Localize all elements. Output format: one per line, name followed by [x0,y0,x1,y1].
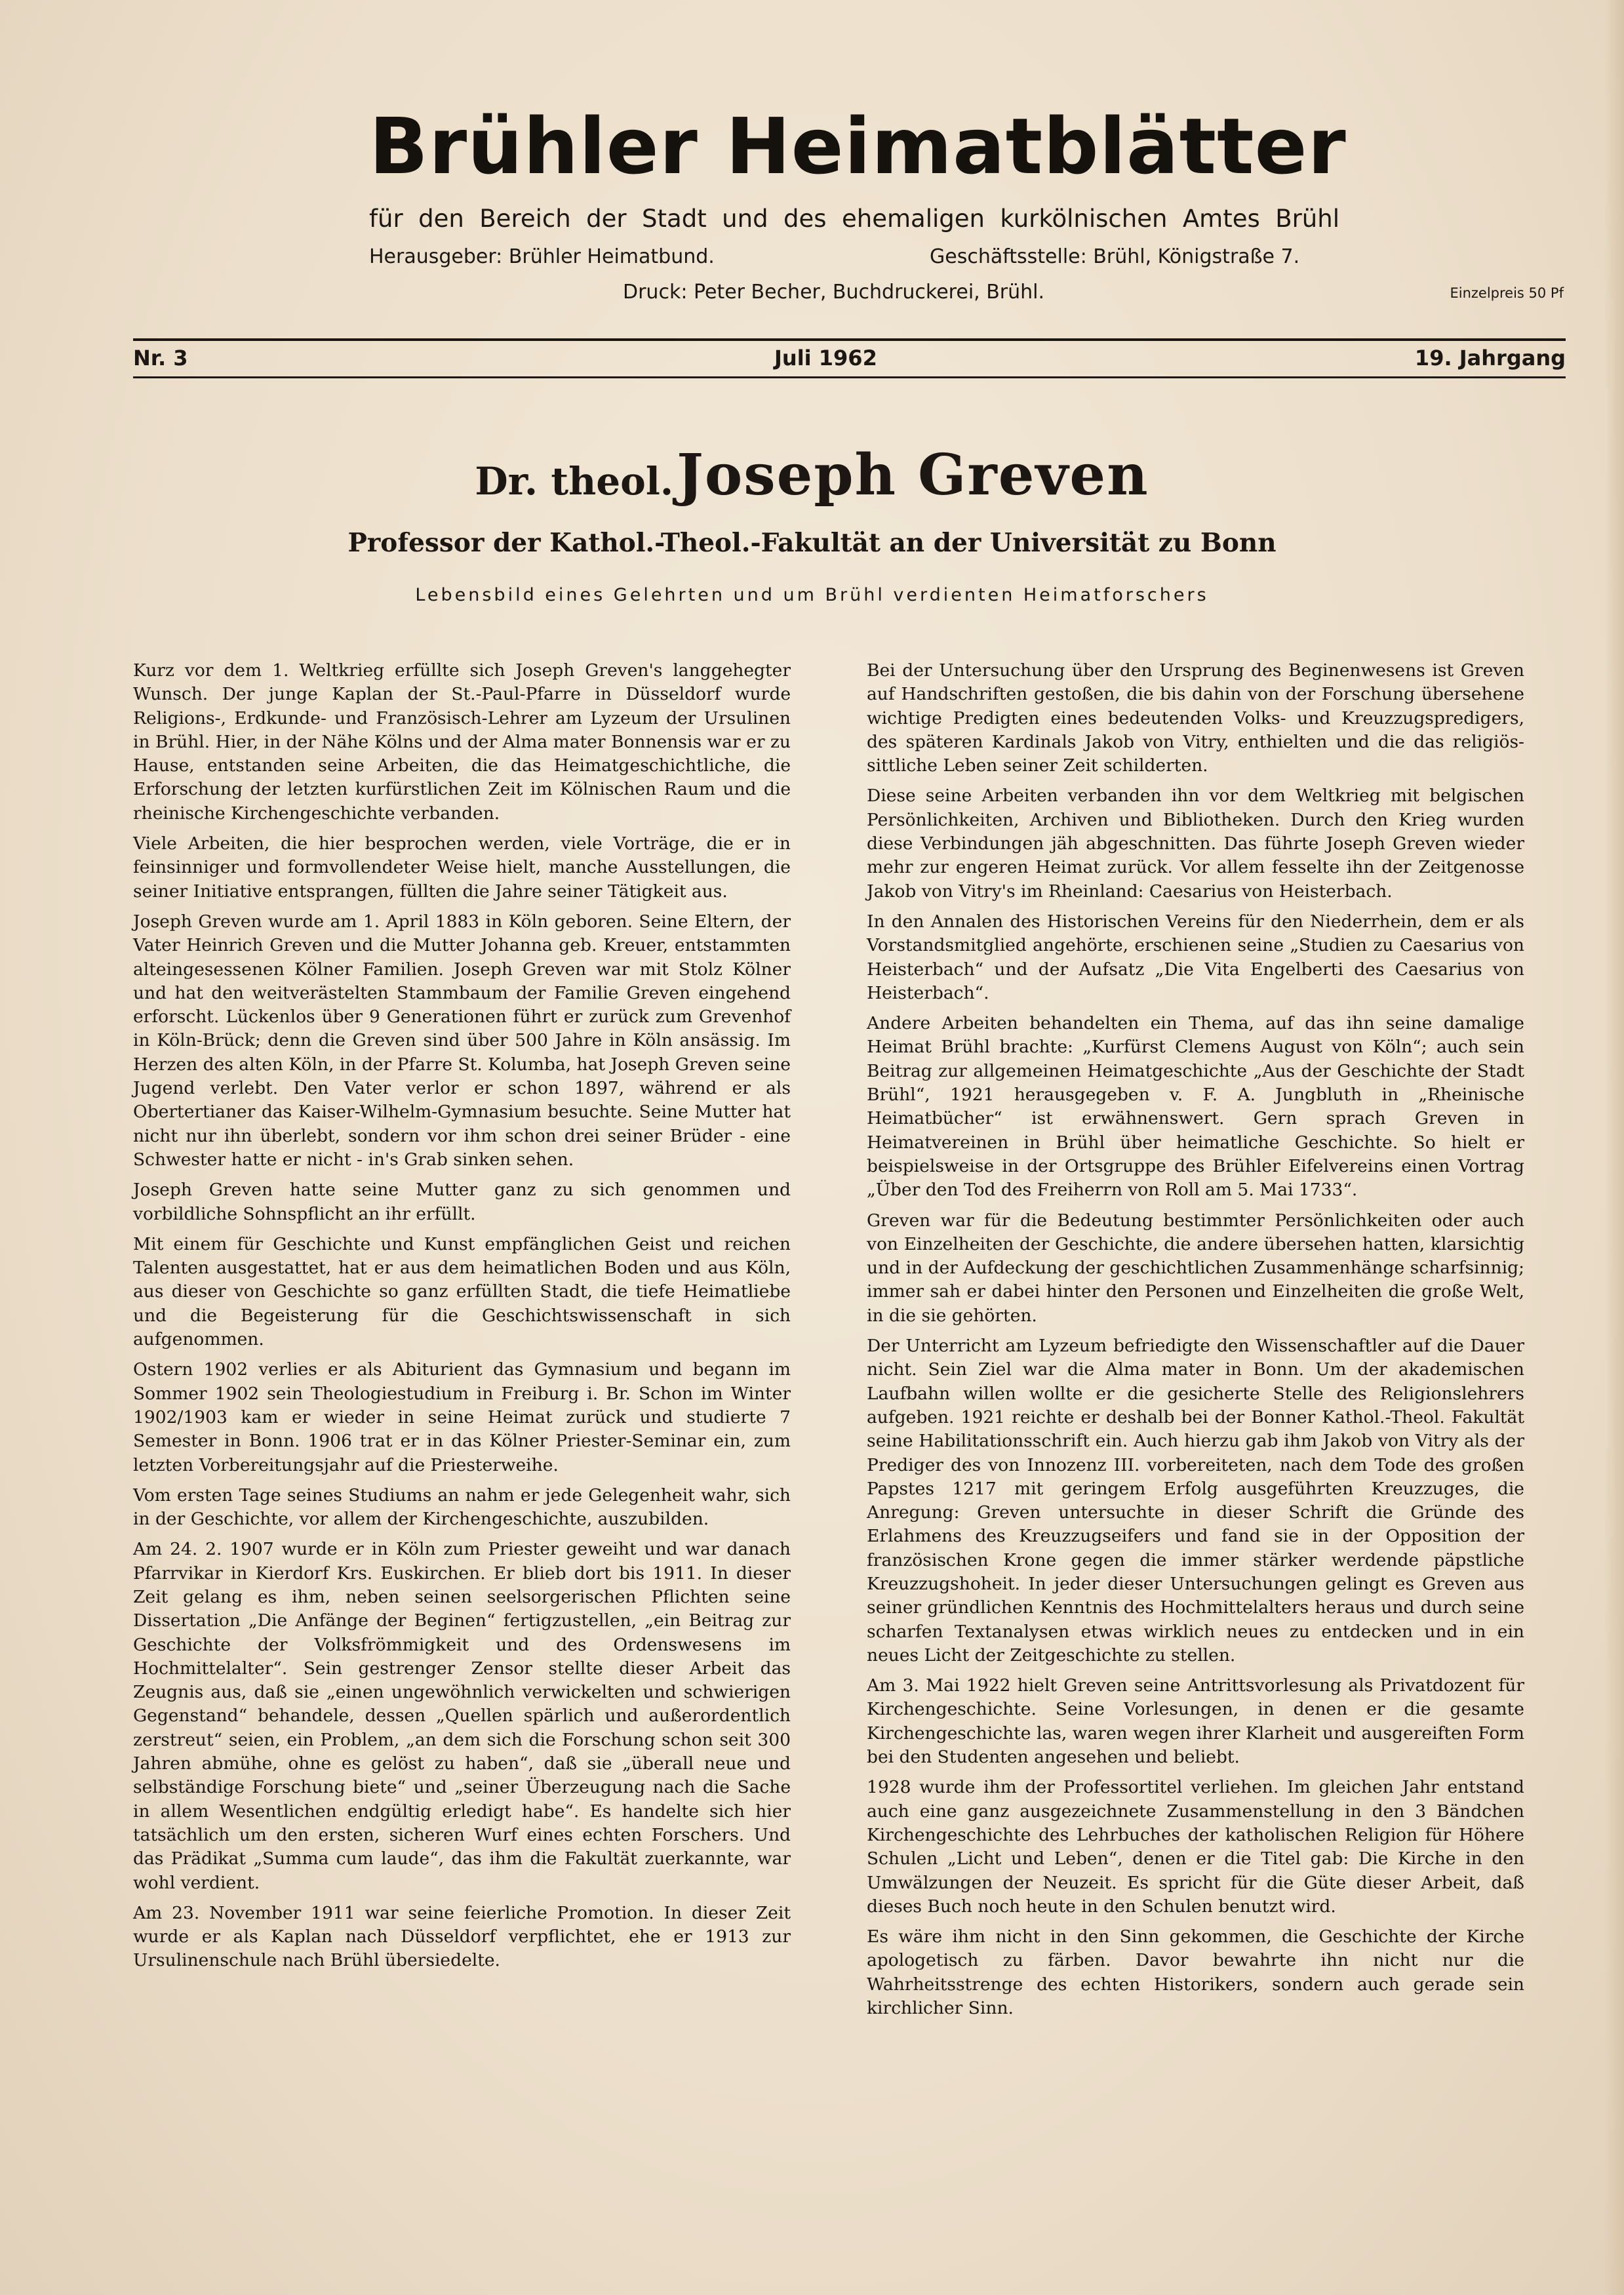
paragraph: Diese seine Arbeiten verbanden ihn vor dem Weltkrieg mit belgischen Persönlichkeiten, Archiven und Bibliotheken. Durch den Krieg wurden diese Verbindungen jäh abgeschnitten. Das führte Joseph Greven wieder mehr zur engeren Heimat zurück. Vor allem fesselte ihn der Zeitgenosse Jakob von Vitry's im Rheinland: Caesarius von Heisterbach. [867,786,1524,902]
office-line: Geschäftsstelle: Brühl, Königstraße 7. [930,245,1300,268]
paragraph: Ostern 1902 verlies er als Abiturient das Gymnasium und begann im Sommer 1902 sein Theologiestudium in Freiburg i. Br. Schon im Winter 1902/1903 kam er wieder in seine Heimat zurück und studierte 7 Semester in Bonn. 1906 trat er in das Kölner Priester-Seminar ein, zum letzten Vorbereitungsjahr auf die Priesterweihe. [133,1359,791,1475]
article-headline [0,439,1624,527]
paragraph: 1928 wurde ihm der Professortitel verliehen. Im gleichen Jahr entstand auch eine ganz ausgezeichnete Zusammenstellung in den 3 Bändchen Kirchengeschichte des Lehrbuches der katholischen Religion für Höhere Schulen „Licht und Leben“, denen er die Titel gab: Die Kirche in den Umwälzungen der Neuzeit. Es spricht für die Güte dieser Arbeit, daß dieses Buch noch heute in den Schulen benutzt wird. [867,1777,1524,1917]
masthead-title: Brühler Heimatblätter [369,101,1347,191]
article-subtitle: Professor der Kathol.-Theol.-Fakultät an der Universität zu Bonn [347,528,1277,558]
paragraph: Am 3. Mai 1922 hielt Greven seine Antrittsvorlesung als Privatdozent für Kirchengeschichte. Seine Vorlesungen, in denen er die gesamte Kirchengeschichte las, waren wegen ihrer Klarheit und ausgereiften Form bei den Studenten angesehen und beliebt. [867,1675,1524,1768]
top-rule [133,338,1566,341]
paragraph: Am 23. November 1911 war seine feierliche Promotion. In dieser Zeit wurde er als Kaplan nach Düsseldorf verpflichtet, ehe er 1913 zur Ursulinenschule nach Brühl übersiedelte. [133,1902,791,1971]
paragraph: Joseph Greven wurde am 1. April 1883 in Köln geboren. Seine Eltern, der Vater Heinrich Greven und die Mutter Johanna geb. Kreuer, entstammten alteingesessenen Kölner Familien. Joseph Greven war mit Stolz Kölner und hat den weitverästelten Stammbaum der Familie Greven eingehend erforscht. Lückenlos über 9 Generationen führt er zurück zum Grevenhof in Köln-Brück; denn die Greven sind über 500 Jahre in Köln ansässig. Im Herzen des alten Köln, in der Pfarre St. Kolumba, hat Joseph Greven seine Jugend verlebt. Den Vater verlor er schon 1897, während er als Obertertianer das Kaiser-Wilhelm-Gymnasium besuchte. Seine Mutter hat nicht nur ihn überlebt, sondern vor ihm schon drei seiner Brüder - eine Schwester hatte er nicht - in's Grab sinken sehen. [133,911,791,1170]
paragraph: Bei der Untersuchung über den Ursprung des Beginenwesens ist Greven auf Handschriften gestoßen, die bis dahin von der Forschung übersehene wichtige Predigten eines bedeutenden Volks- und Kreuzzugspredigers, des späteren Kardinals Jakob von Vitry, enthielten und die das religiös-sittliche Leben seiner Zeit schilderten. [867,660,1524,776]
paragraph: Joseph Greven hatte seine Mutter ganz zu sich genommen und vorbildliche Sohnspflicht an ihr erfüllt. [133,1180,791,1224]
issue-row [133,344,1566,372]
paragraph: Viele Arbeiten, die hier besprochen werden, viele Vorträge, die er in feinsinniger und formvollendeter Weise hielt, manche Ausstellungen, die seiner Initiative entsprangen, füllten die Jahre seiner Tätigkeit aus. [133,833,791,902]
headline-prefix: Dr. theol. [475,459,674,504]
bottom-rule [133,376,1566,378]
paragraph: Es wäre ihm nicht in den Sinn gekommen, die Geschichte der Kirche apologetisch zu färben. Davor bewahrte ihn nicht nur die Wahrheitsstrenge des echten Historikers, sondern auch gerade sein kirchlicher Sinn. [867,1926,1524,2019]
paragraph: In den Annalen des Historischen Vereins für den Niederrhein, dem er als Vorstandsmitglied angehörte, erschienen seine „Studien zu Caesarius von Heisterbach“ und der Aufsatz „Die Vita Engelberti des Caesarius von Heisterbach“. [867,911,1524,1003]
paragraph: Der Unterricht am Lyzeum befriedigte den Wissenschaftler auf die Dauer nicht. Sein Ziel war die Alma mater in Bonn. Um der akademischen Laufbahn willen wollte er die gesicherte Stelle des Religionslehrers aufgeben. 1921 reichte er deshalb bei der Bonner Kathol.-Theol. Fakultät seine Habilitationsschrift ein. Auch hierzu gab ihm Jakob von Vitry als der Prediger des von Innozenz III. vorbereiteten, nach dem Tode des großen Papstes 1217 mit geringem Erfolg ausgeführten Kreuzzuges, die Anregung: Greven untersuchte in dieser Schrift die Gründe des Erlahmens des Kreuzzugseifers und fand sie in der Opposition der französischen Krone gegen die immer stärker werdende päpstliche Kreuzzugshoheit. In jeder dieser Untersuchungen gelingt es Greven aus seiner gründlichen Kenntnis des Hochmittelalters heraus und durch seine scharfen Textanalysen etwas wirklich neues zu entdecken und in ein neues Licht der Zeitgeschichte zu stellen. [867,1336,1524,1666]
issue-volume: 19. Jahrgang [1414,346,1566,370]
paragraph: Mit einem für Geschichte und Kunst empfänglichen Geist und reichen Talenten ausgestattet, hat er aus dem heimatlichen Boden und aus Köln, aus dieser von Geschichte so ganz erfüllten Stadt, die tiefe Heimatliebe und die Begeisterung für die Geschichtswissenschaft in sich aufgenommen. [133,1233,791,1350]
headline-name: Joseph Greven [677,442,1149,508]
issue-number: Nr. 3 [133,346,188,370]
printer-line: Druck: Peter Becher, Buchdruckerei, Brühl. [623,281,1045,304]
paragraph: Greven war für die Bedeutung bestimmter Persönlichkeiten oder auch von Einzelheiten der Geschichte, die andere übersehen hatten, klarsichtig und in der Aufdeckung der geschichtlichen Zusammenhänge scharfsinnig; immer sah er dabei hinter den Personen und Einzelheiten die große Welt, in die sie gehörten. [867,1210,1524,1326]
paragraph: Vom ersten Tage seines Studiums an nahm er jede Gelegenheit wahr, sich in der Geschichte, vor allem der Kirchengeschichte, auszubilden. [133,1485,791,1530]
price-label: Einzelpreis 50 Pf [1450,285,1564,301]
right-column [867,659,1524,2027]
masthead-subtitle: für den Bereich der Stadt und des ehemaligen kurkölnischen Amtes Brühl [369,205,1339,233]
issue-date: Juli 1962 [774,346,877,370]
paragraph: Andere Arbeiten behandelten ein Thema, auf das ihn seine damalige Heimat Brühl brachte: „Kurfürst Clemens August von Köln“; auch sein Beitrag zur allgemeinen Heimatgeschichte „Aus der Geschichte der Stadt Brühl“, 1921 herausgegeben v. F. A. Jungbluth in „Rheinische Heimatbücher“ ist erwähnenswert. Gern sprach Greven in Heimatvereinen in Brühl über heimatliche Geschichte. So hielt er beispielsweise in der Ortsgruppe des Brühler Eifelvereins einen Vortrag „Über den Tod des Freiherrn von Roll am 5. Mai 1733“. [867,1013,1524,1201]
publisher-line: Herausgeber: Brühler Heimatbund. [369,245,715,268]
paragraph: Kurz vor dem 1. Weltkrieg erfüllte sich Joseph Greven's langgehegter Wunsch. Der junge Kaplan der St.-Paul-Pfarre in Düsseldorf wurde Religions-, Erdkunde- und Französisch-Lehrer am Lyzeum der Ursulinen in Brühl. Hier, in der Nähe Kölns und der Alma mater Bonnensis war er zu Hause, entstanden seine Arbeiten, die das Heimatgeschichtliche, die Erforschung der letzten kurfürstlichen Zeit im Kölnischen Raum und die rheinische Kirchengeschichte verbanden. [133,660,791,824]
scan-edge-shadow [1604,0,1624,2295]
article-tagline: Lebensbild eines Gelehrten und um Brühl verdienten Heimatforschers [415,585,1209,605]
left-column [133,659,791,1980]
paragraph: Am 24. 2. 1907 wurde er in Köln zum Priester geweiht und war danach Pfarrvikar in Kierdorf Krs. Euskirchen. Er blieb dort bis 1911. In dieser Zeit gelang es ihm, neben seinen seelsorgerischen Pflichten seine Dissertation „Die Anfänge der Beginen“ fertigzustellen, „ein Beitrag zur Geschichte der Volksfrömmigkeit und des Ordenswesens im Hochmittelalter“. Sein gestrenger Zensor stellte dieser Arbeit das Zeugnis aus, daß sie „einen ungewöhnlich verwickelten und schwierigen Gegenstand“ behandele, dessen „Quellen spärlich und außerordentlich zerstreut“ seien, ein Problem, „an dem sich die Forschung schon seit 300 Jahren abmühe, ohne es gelöst zu haben“, daß sie „überall neue und selbständige Forschung biete“ und „seiner Überzeugung nach die Sache in allem Wesentlichen endgültig erledigt habe“. Es handelte sich hier tatsächlich um den ersten, sicheren Wurf eines echten Forschers. Und das Prädikat „Summa cum laude“, das ihm die Fakultät zuerkannte, war wohl verdient. [133,1539,791,1893]
